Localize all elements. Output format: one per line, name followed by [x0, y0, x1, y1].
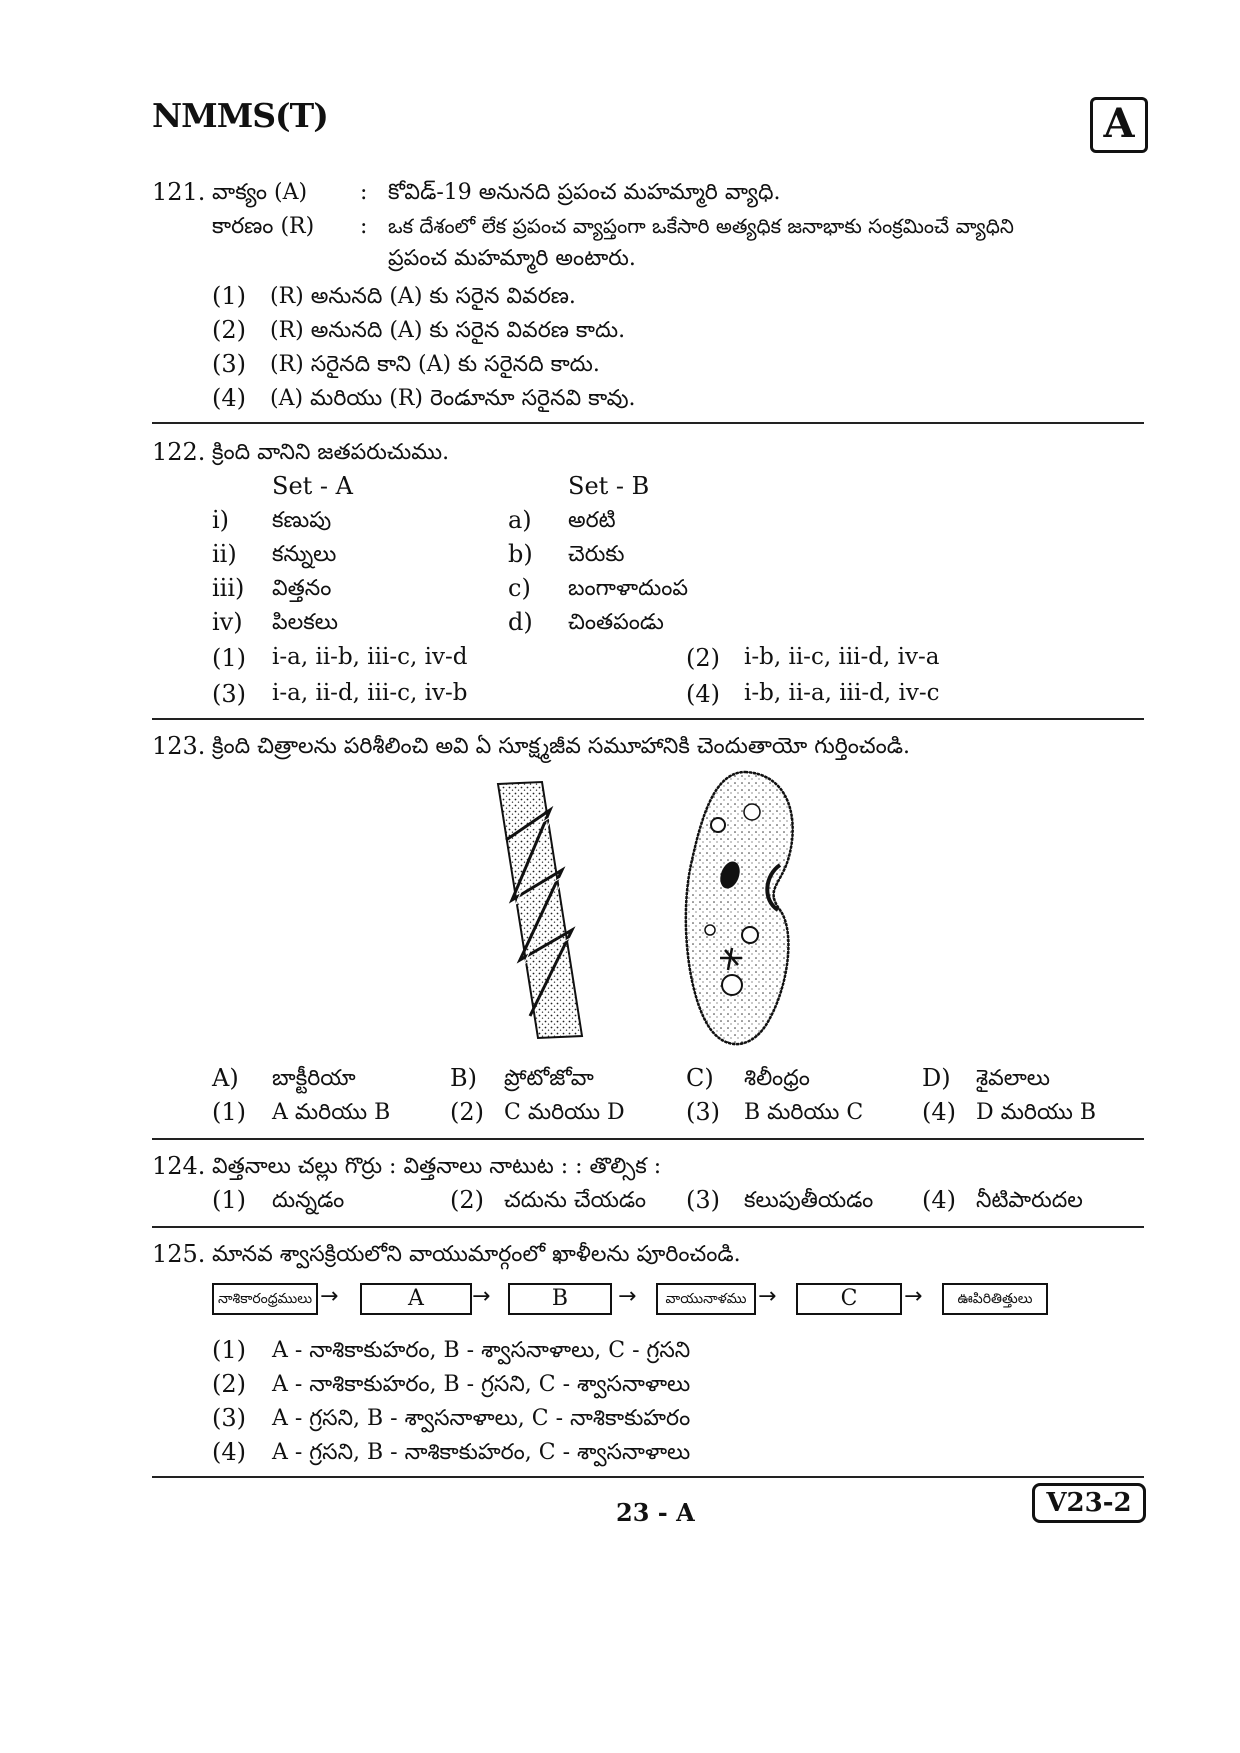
q122-set-b-item: చింతపండు — [568, 610, 664, 635]
q122-option-number: (3) — [212, 680, 246, 708]
flow-box-trachea: వాయునాళము — [656, 1283, 756, 1315]
q122-set-a-index: ii) — [212, 540, 237, 568]
q124-option-text: చదును చేయడం — [504, 1188, 647, 1213]
q122-option-text: i-a, ii-d, iii-c, iv-b — [272, 680, 468, 706]
q123-option-text: A మరియు B — [272, 1100, 391, 1125]
flow-arrow: → — [758, 1284, 777, 1309]
q125-option-text: A - నాశికాకుహరం, B - శ్వాసనాళాలు, C - గ్రసని — [272, 1338, 691, 1363]
q121-colon-1: : — [360, 180, 368, 205]
paramecium-illustration — [670, 760, 820, 1060]
q123-option-number: (3) — [686, 1098, 720, 1126]
q122-option-number: (2) — [686, 644, 720, 672]
q123-option-number: (4) — [922, 1098, 956, 1126]
filamentous-organism-illustration — [490, 780, 590, 1040]
q124-option-text: కలుపుతీయడం — [744, 1188, 874, 1213]
flow-box-b: B — [508, 1283, 612, 1315]
q121-option-text: (R) సరైనది కాని (A) కు సరైనది కాదు. — [270, 352, 600, 377]
q123-option-number: (2) — [450, 1098, 484, 1126]
q124-option-text: దున్నడం — [272, 1188, 345, 1213]
flow-box-a: A — [360, 1283, 472, 1315]
q122-set-a-index: iii) — [212, 574, 245, 602]
q124-option-number: (4) — [922, 1186, 956, 1214]
q122-option-text: i-a, ii-b, iii-c, iv-d — [272, 644, 468, 670]
q125-option-text: A - గ్రసని, B - శ్వాసనాళాలు, C - నాశికాకుహరం — [272, 1406, 691, 1431]
q122-set-b-heading: Set - B — [568, 472, 650, 500]
q122-option-number: (4) — [686, 680, 720, 708]
q124-option-number: (1) — [212, 1186, 246, 1214]
q125-option-number: (2) — [212, 1370, 246, 1398]
divider-rule — [152, 1226, 1144, 1228]
page-number: 23 - A — [616, 1498, 695, 1527]
flow-arrow: → — [904, 1284, 923, 1309]
q123-group-text: ప్రోటోజోవా — [504, 1066, 594, 1091]
q122-set-b-index: b) — [508, 540, 533, 568]
q122-set-a-item: కణుపు — [272, 508, 332, 533]
q123-group-label: A) — [212, 1064, 239, 1092]
flow-arrow: → — [320, 1284, 339, 1309]
q121-option-text: (R) అనునది (A) కు సరైన వివరణ కాదు. — [270, 318, 626, 343]
flow-arrow: → — [618, 1284, 637, 1309]
page-header-title: NMMS(T) — [152, 96, 328, 135]
divider-rule — [152, 1138, 1144, 1140]
q123-option-text: D మరియు B — [976, 1100, 1097, 1125]
q123-option-number: (1) — [212, 1098, 246, 1126]
divider-rule — [152, 718, 1144, 720]
q121-option-number: (1) — [212, 282, 246, 310]
q121-assertion-text: కోవిడ్-19 అనునది ప్రపంచ మహమ్మారి వ్యాధి. — [388, 180, 781, 205]
divider-rule — [152, 1476, 1144, 1478]
q125-option-text: A - గ్రసని, B - నాశికాకుహరం, C - శ్వాసనాళాలు — [272, 1440, 691, 1465]
q122-set-a-heading: Set - A — [272, 472, 353, 500]
q123-number: 123. — [152, 732, 206, 760]
flow-box-nostrils: నాశికారంధ్రములు — [212, 1283, 318, 1315]
divider-rule — [152, 422, 1144, 424]
q121-number: 121. — [152, 178, 206, 206]
q123-group-text: శైవలాలు — [976, 1066, 1050, 1091]
q122-set-a-index: i) — [212, 506, 230, 534]
q125-number: 125. — [152, 1240, 206, 1268]
q122-option-text: i-b, ii-a, iii-d, iv-c — [744, 680, 940, 706]
question-set-code: A — [1090, 97, 1148, 153]
q122-set-b-item: బంగాళాదుంప — [568, 576, 689, 601]
q124-option-number: (3) — [686, 1186, 720, 1214]
q124-option-number: (2) — [450, 1186, 484, 1214]
q123-question: క్రింది చిత్రాలను పరిశీలించి అవి ఏ సూక్ష్మజీవ సమూహానికి చెందుతాయో గుర్తించండి. — [212, 734, 911, 759]
q123-group-label: C) — [686, 1064, 714, 1092]
q123-option-text: C మరియు D — [504, 1100, 625, 1125]
q121-reason-line-1: ఒక దేశంలో లేక ప్రపంచ వ్యాప్తంగా ఒకేసారి అత్యధిక జనాభాకు సంక్రమించే వ్యాధిని — [388, 214, 1014, 238]
q122-set-a-index: iv) — [212, 608, 243, 636]
q122-set-a-item: పిలకలు — [272, 610, 338, 635]
q121-option-number: (3) — [212, 350, 246, 378]
q122-question: క్రింది వానిని జతపరుచుము. — [212, 440, 450, 465]
q121-option-number: (2) — [212, 316, 246, 344]
q123-option-text: B మరియు C — [744, 1100, 864, 1125]
q121-reason-label: కారణం (R) — [212, 214, 315, 239]
q122-option-text: i-b, ii-c, iii-d, iv-a — [744, 644, 940, 670]
q123-group-label: D) — [922, 1064, 951, 1092]
q123-group-text: బాక్టీరియా — [272, 1066, 356, 1091]
q121-option-number: (4) — [212, 384, 246, 412]
q124-number: 124. — [152, 1152, 206, 1180]
q121-option-text: (A) మరియు (R) రెండూనూ సరైనవి కావు. — [270, 386, 636, 411]
q124-question: విత్తనాలు చల్లు గొర్రు : విత్తనాలు నాటుట : : తొల్సిక : — [212, 1154, 662, 1179]
q124-option-text: నీటిపారుదల — [976, 1188, 1083, 1213]
flow-arrow: → — [472, 1284, 491, 1309]
q123-group-label: B) — [450, 1064, 477, 1092]
q125-option-number: (1) — [212, 1336, 246, 1364]
q122-set-b-item: చెరుకు — [568, 542, 625, 567]
q123-group-text: శిలీంధ్రం — [744, 1066, 810, 1091]
q121-colon-2: : — [360, 214, 368, 239]
q122-set-a-item: కన్నులు — [272, 542, 337, 567]
q125-option-number: (3) — [212, 1404, 246, 1432]
q125-option-number: (4) — [212, 1438, 246, 1466]
q121-reason-line-2: ప్రపంచ మహమ్మారి అంటారు. — [388, 246, 636, 271]
q121-assertion-label: వాక్యం (A) — [212, 180, 308, 205]
q125-option-text: A - నాశికాకుహరం, B - గ్రసని, C - శ్వాసనాళాలు — [272, 1372, 691, 1397]
q122-set-b-item: అరటి — [568, 508, 616, 533]
q122-option-number: (1) — [212, 644, 246, 672]
q125-question: మానవ శ్వాసక్రియలోని వాయుమార్గంలో ఖాళీలను పూరించండి. — [212, 1242, 741, 1267]
q122-set-b-index: c) — [508, 574, 531, 602]
q121-option-text: (R) అనునది (A) కు సరైన వివరణ. — [270, 284, 576, 309]
q122-number: 122. — [152, 438, 206, 466]
flow-box-c: C — [796, 1283, 902, 1315]
q122-set-b-index: d) — [508, 608, 533, 636]
q122-set-b-index: a) — [508, 506, 532, 534]
flow-box-lungs: ఊపిరితిత్తులు — [942, 1283, 1048, 1315]
q122-set-a-item: విత్తనం — [272, 576, 332, 601]
booklet-code: V23-2 — [1032, 1483, 1146, 1523]
